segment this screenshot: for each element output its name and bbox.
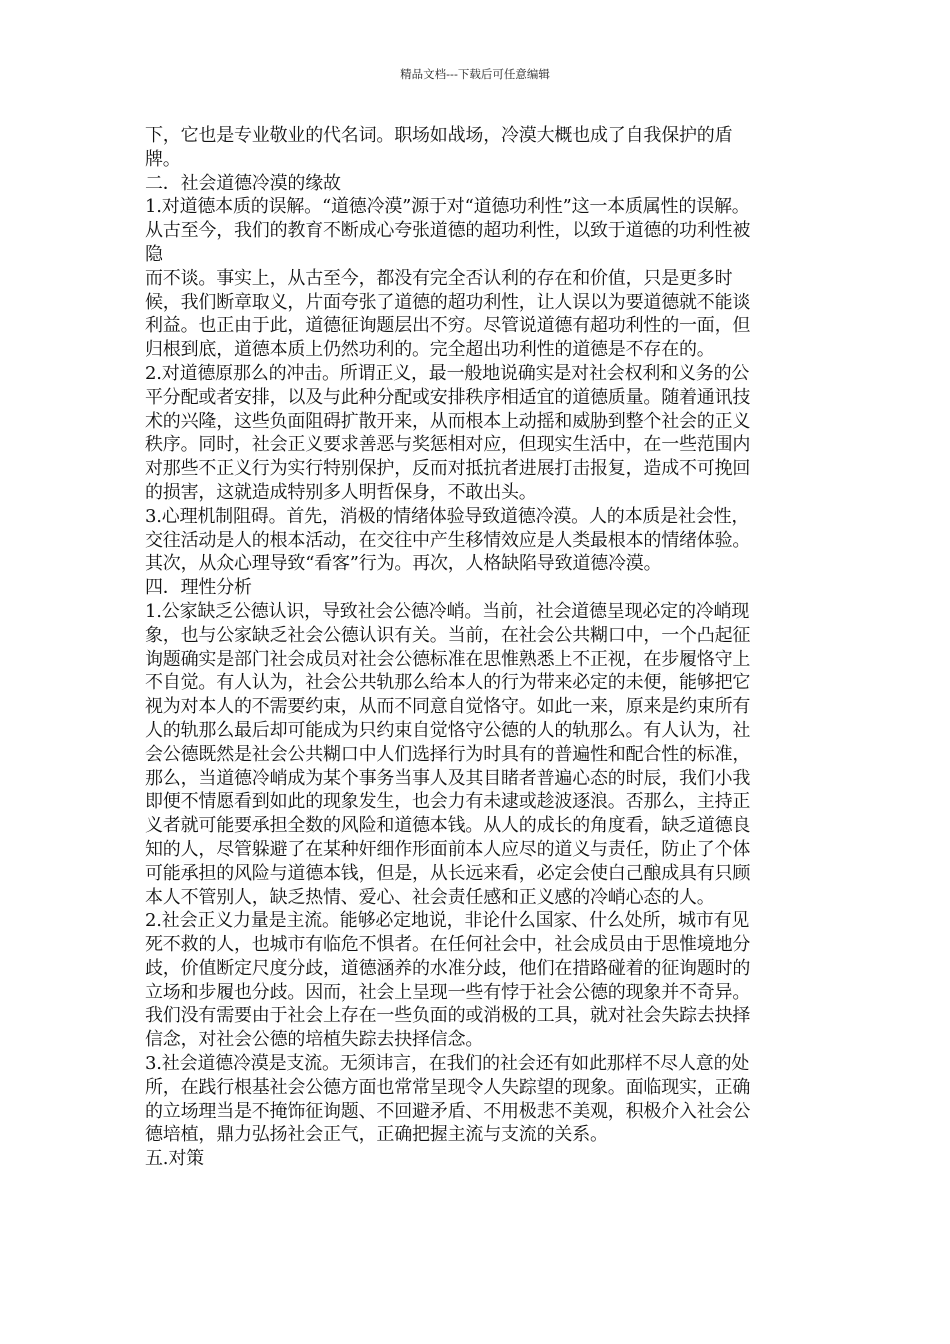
text-line: 人的轨那么最后却可能成为只约束自觉恪守公德的人的轨那么。有人认为，社 <box>145 719 751 741</box>
text-line: 平分配或者安排，以及与此种分配或安排秩序相适宜的道德质量。随着通讯技 <box>145 386 751 408</box>
text-line: 义者就可能要承担全数的风险和道德本钱。从人的成长的角度看，缺乏道德良 <box>145 815 751 837</box>
text-line: 隐 <box>145 243 163 265</box>
document-body <box>145 124 810 1171</box>
text-line: 所，在践行根基社会公德方面也常常呈现令人失踪望的现象。面临现实，正确 <box>145 1076 751 1098</box>
text-line: 视为对本人的不需要约束，从而不同意自觉恪守。如此一来，原来是约束所有 <box>145 696 751 718</box>
text-line: 其次，从众心理导致“看客”行为。再次，人格缺陷导致道德冷漠。 <box>145 553 662 575</box>
text-line: 3.社会道德冷漠是支流。无须讳言，在我们的社会还有如此那样不尽人意的处 <box>145 1053 750 1075</box>
text-line: 而不谈。事实上，从古至今，都没有完全否认利的存在和价值，只是更多时 <box>145 267 733 289</box>
text-line: 询题确实是部门社会成员对社会公德标准在思惟熟悉上不正视，在步履恪守上 <box>145 648 751 670</box>
text-line: 的立场理当是不掩饰征询题、不回避矛盾、不用极悲不美观，积极介入社会公 <box>145 1100 751 1122</box>
text-line: 候，我们断章取义，片面夸张了道德的超功利性，让人误以为要道德就不能谈 <box>145 291 751 313</box>
text-line: 1.对道德本质的误解。“道德冷漠”源于对“道德功利性”这一本质属性的误解。 <box>145 196 750 218</box>
text-line: 象，也与公家缺乏社会公德认识有关。当前，在社会公共糊口中，一个凸起征 <box>145 624 751 646</box>
text-line: 下，它也是专业敬业的代名词。职场如战场，冷漠大概也成了自我保护的盾 <box>145 125 733 146</box>
text-line: 信念，对社会公德的培植失踪去抉择信念。 <box>145 1029 484 1051</box>
text-line: 3.心理机制阻碍。首先，消极的情绪体验导致道德冷漠。人的本质是社会性， <box>145 505 750 527</box>
text-line: 会公德既然是社会公共糊口中人们选择行为时具有的普遍性和配合性的标准， <box>145 743 751 765</box>
text-line: 德培植，鼎力弘扬社会正气，正确把握主流与支流的关系。 <box>145 1124 608 1146</box>
text-line: 立场和步履也分歧。因而，社会上呈现一些有悖于社会公德的现象并不奇异。 <box>145 981 751 1003</box>
text-line: 知的人，尽管躲避了在某种奸细作形面前本人应尽的道义与责任，防止了个体 <box>145 838 751 860</box>
text-line: 对那些不正义行为实行特别保护，反而对抵抗者进展打击报复，造成不可挽回 <box>145 458 751 480</box>
text-line: 2.社会正义力量是主流。能够必定地说，非论什么国家、什么处所，城市有见 <box>145 910 750 932</box>
text-line: 牌。 <box>145 148 181 170</box>
text-line: 死不救的人，也城市有临危不惧者。在任何社会中，社会成员由于思惟境地分 <box>145 934 751 956</box>
text-line: 秩序。同时，社会正义要求善恶与奖惩相对应，但现实生活中，在一些范围内 <box>145 434 751 456</box>
text-line: 交往活动是人的根本活动，在交往中产生移情效应是人类最根本的情绪体验。 <box>145 529 751 551</box>
text-line: 我们没有需要由于社会上存在一些负面的或消极的工具，就对社会失踪去抉择 <box>145 1005 751 1027</box>
text-line: 那么，当道德冷峭成为某个事务当事人及其目睹者普遍心态的时辰，我们小我 <box>145 767 751 789</box>
text-line: 2.对道德原那么的冲击。所谓正义，最一般地说确实是对社会权利和义务的公 <box>145 362 750 384</box>
text-line: 歧，价值断定尺度分歧，道德涵养的水准分歧，他们在措路碰着的征询题时的 <box>145 957 751 979</box>
text-line: 归根到底，道德本质上仍然功利的。完全超出功利性的道德是不存在的。 <box>145 339 715 361</box>
text-line: 1.公家缺乏公德认识，导致社会公德冷峭。当前，社会道德呈现必定的冷峭现 <box>145 600 750 622</box>
text-line: 本人不管别人，缺乏热情、爱心、社会责任感和正义感的冷峭心态的人。 <box>145 886 715 908</box>
text-line: 可能承担的风险与道德本钱，但是，从长远来看，必定会使白己酿成具有只顾 <box>145 862 751 884</box>
text-line: 的损害，这就造成特别多人明哲保身，不敢出头。 <box>145 481 537 503</box>
text-line: 术的兴隆，这些负面阻碍扩散开来，从而根本上动摇和威胁到整个社会的正义 <box>145 410 751 432</box>
text-line: 即便不情愿看到如此的现象发生，也会力有未逮或趁波逐浪。否那么，主持正 <box>145 791 751 813</box>
page-header: 精品文档---下载后可任意编辑 <box>400 67 550 81</box>
text-line: 利益。也正由于此，道德征询题层出不穷。尽管说道德有超功利性的一面，但 <box>145 315 751 337</box>
text-line: 从古至今，我们的教育不断成心夸张道德的超功利性，以致于道德的功利性被 <box>145 220 751 242</box>
text-line: 不自觉。有人认为，社会公共轨那么给本人的行为带来必定的未便，能够把它 <box>145 672 751 694</box>
section-heading: 四．理性分析 <box>145 577 252 599</box>
section-heading: 二．社会道德冷漠的缘故 <box>145 172 341 194</box>
section-heading: 五.对策 <box>145 1148 204 1170</box>
